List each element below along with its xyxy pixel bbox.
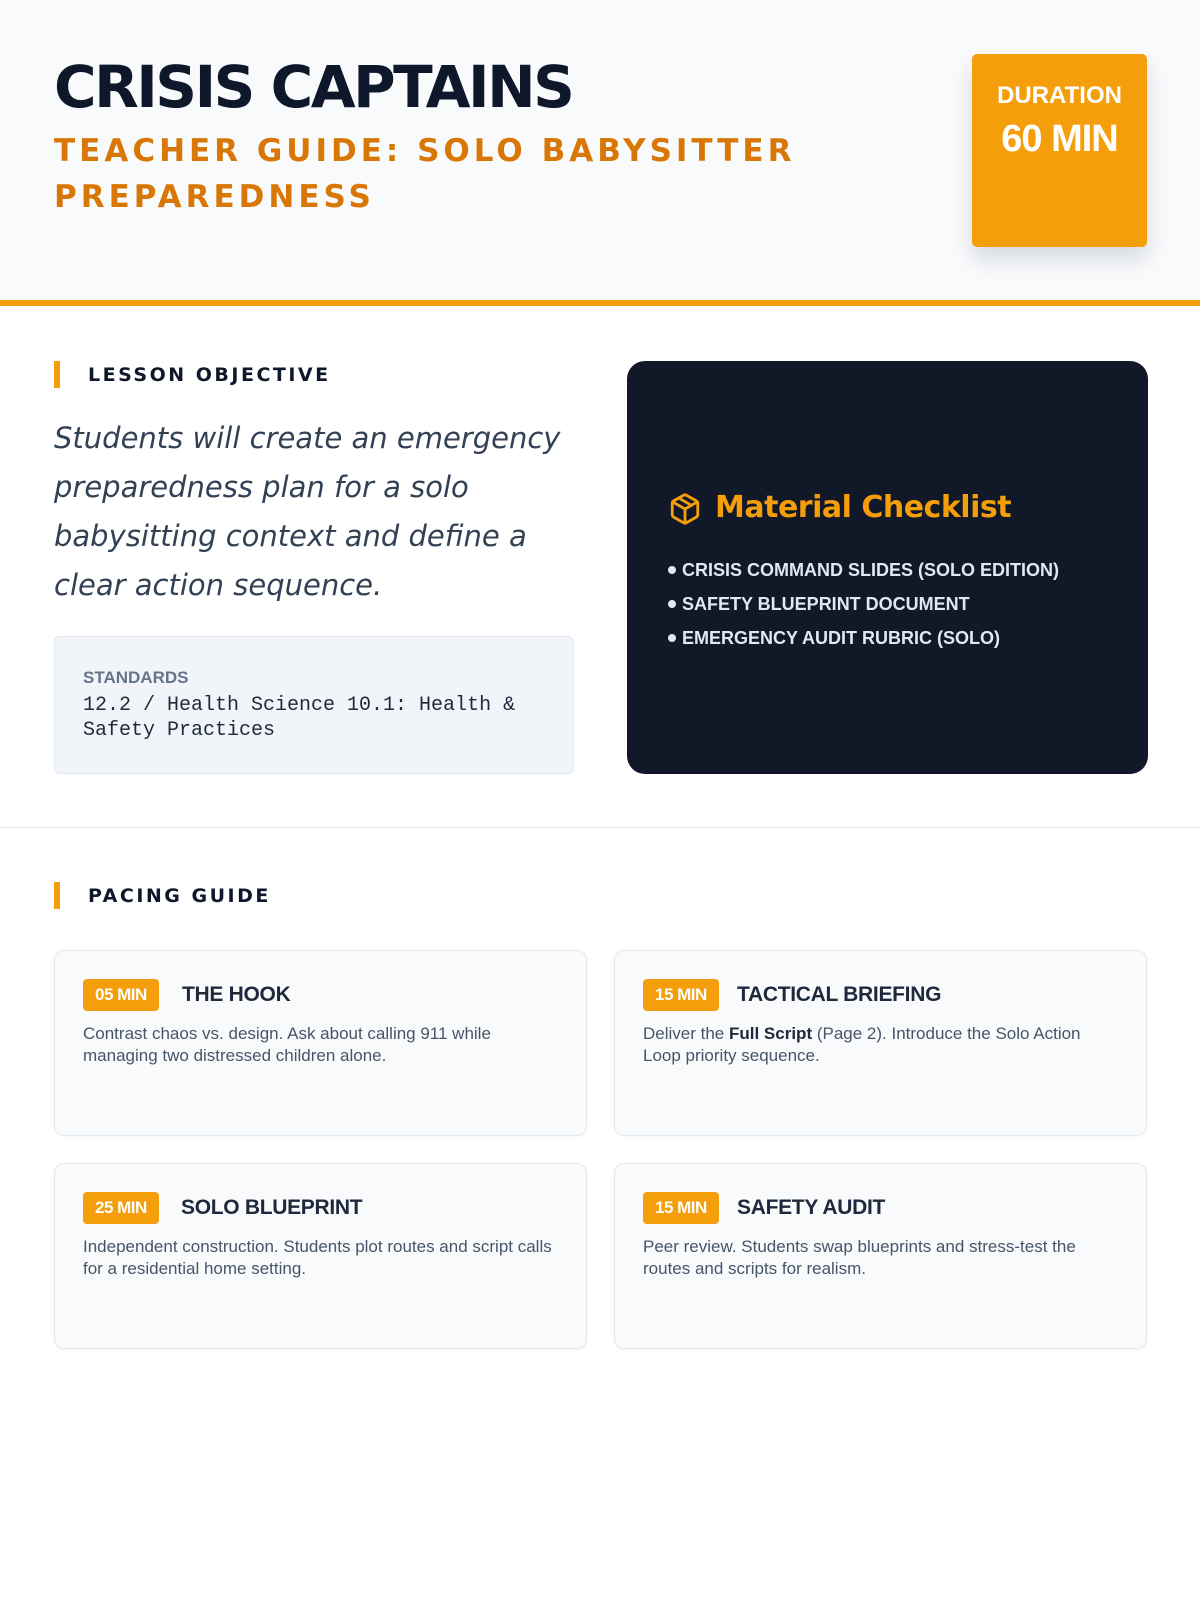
heading-accent-bar [54, 361, 60, 388]
lesson-objective-heading-text: LESSON OBJECTIVE [88, 364, 331, 386]
pacing-card-solo-blueprint [54, 1163, 587, 1349]
bullet-icon [668, 600, 676, 608]
duration-label: DURATION [997, 82, 1122, 109]
time-badge: 15 MIN [643, 979, 719, 1011]
pacing-card-description [643, 1023, 1113, 1067]
box-icon [668, 492, 702, 526]
pacing-card-title: SOLO BLUEPRINT [181, 1196, 363, 1219]
time-badge: 25 MIN [83, 1192, 159, 1224]
checklist-item-text: SAFETY BLUEPRINT DOCUMENT [682, 594, 970, 614]
standards-text: 12.2 / Health Science 10.1: Health & Safety Practices [83, 694, 516, 742]
duration-badge [972, 54, 1147, 247]
checklist-item [668, 587, 1059, 621]
lesson-objective-text: Students will create an emergency preparedness plan for a solo babysitting context and define a clear action sequence. [54, 421, 561, 602]
pacing-card-title: THE HOOK [182, 983, 291, 1006]
pacing-card-description: Peer review. Students swap blueprints and stress-test the routes and scripts for realism. [643, 1237, 1076, 1278]
duration-value: 60 MIN [1001, 118, 1118, 160]
checklist-item-text: CRISIS COMMAND SLIDES (SOLO EDITION) [682, 560, 1060, 580]
checklist-item [668, 553, 1059, 587]
description-text: Deliver the [643, 1024, 729, 1043]
checklist-item-text: EMERGENCY AUDIT RUBRIC (SOLO) [682, 628, 1001, 648]
pacing-card-description: Independent construction. Students plot routes and script calls for a residential home setting. [83, 1237, 552, 1278]
bullet-icon [668, 566, 676, 574]
standards-box [54, 636, 574, 774]
pacing-card-safety-audit [614, 1163, 1147, 1349]
heading-accent-bar [54, 882, 60, 909]
page-subtitle: TEACHER GUIDE: SOLO BABYSITTER PREPAREDNESS [54, 133, 796, 215]
section-divider [0, 827, 1200, 828]
time-badge: 15 MIN [643, 1192, 719, 1224]
pacing-card-tactical-briefing [614, 950, 1147, 1136]
bullet-icon [668, 634, 676, 642]
pacing-card-title: TACTICAL BRIEFING [737, 983, 942, 1006]
pacing-card-description: Contrast chaos vs. design. Ask about calling 911 while managing two distressed children alone. [83, 1024, 491, 1065]
material-checklist-title: Material Checklist [715, 490, 1012, 525]
pacing-card-title: SAFETY AUDIT [737, 1196, 886, 1219]
pacing-card-hook [54, 950, 587, 1136]
checklist-item [668, 621, 1059, 655]
description-text: (Page 2). Introduce the Solo Action Loop priority sequence. [643, 1024, 1081, 1065]
page-title: CRISIS CAPTAINS [54, 53, 573, 121]
pacing-guide-heading-text: PACING GUIDE [88, 885, 271, 907]
page-header [0, 0, 1200, 306]
material-checklist-list [668, 553, 1059, 655]
time-badge: 05 MIN [83, 979, 159, 1011]
standards-label: STANDARDS [83, 668, 189, 687]
full-script-highlight: Full Script [728, 1024, 813, 1043]
material-checklist-card [627, 361, 1148, 774]
